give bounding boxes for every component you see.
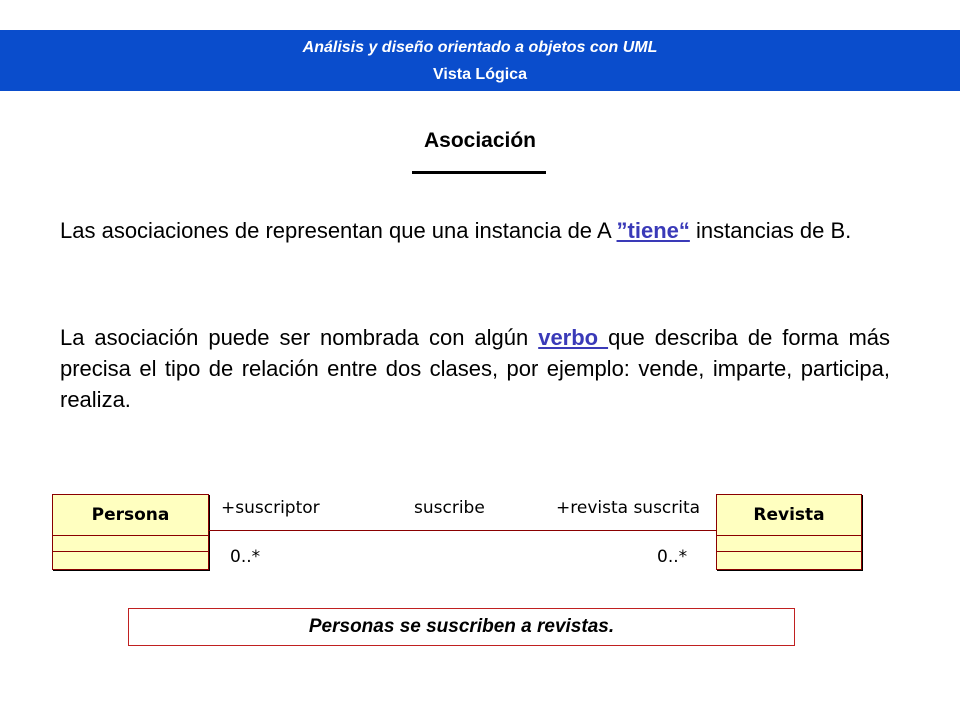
keyword-tiene: ”tiene“ <box>616 218 690 243</box>
multiplicity-left: 0..* <box>230 547 261 567</box>
paragraph-verbo-text-after: que describa de forma más precisa el tipo de relación entre dos clases, por ejemplo: vende, imparte, participa, realiza. <box>60 325 891 412</box>
role-label-suscriptor: +suscriptor <box>221 498 320 518</box>
paragraph-verbo-text-before: La asociación puede ser nombrada con algún <box>60 325 539 350</box>
uml-class-revista-operations <box>717 552 861 567</box>
diagram-caption: Personas se suscriben a revistas. <box>128 608 795 646</box>
uml-class-revista-name: Revista <box>717 495 861 536</box>
paragraph-tiene-text-after: instancias de B. <box>689 218 852 243</box>
title-banner <box>0 30 960 91</box>
heading-underline <box>412 171 546 174</box>
uml-class-revista-attributes <box>717 536 861 552</box>
role-label-revista-suscrita: +revista suscrita <box>556 498 701 518</box>
keyword-verbo: verbo <box>538 325 609 350</box>
paragraph-tiene <box>60 215 890 246</box>
paragraph-tiene-text-before: Las asociaciones de representan que una instancia de A <box>60 218 617 243</box>
uml-class-persona <box>52 494 209 570</box>
association-line <box>208 530 716 531</box>
slide-heading: Asociación <box>423 129 537 152</box>
paragraph-verbo <box>60 322 890 415</box>
banner-title: Análisis y diseño orientado a objetos con UML <box>302 39 658 56</box>
uml-class-persona-attributes <box>53 536 208 552</box>
banner-subtitle: Vista Lógica <box>433 66 527 83</box>
uml-class-persona-name: Persona <box>53 495 208 536</box>
uml-class-persona-operations <box>53 552 208 567</box>
uml-class-revista <box>716 494 862 570</box>
multiplicity-right: 0..* <box>657 547 688 567</box>
association-name-label: suscribe <box>414 498 485 518</box>
